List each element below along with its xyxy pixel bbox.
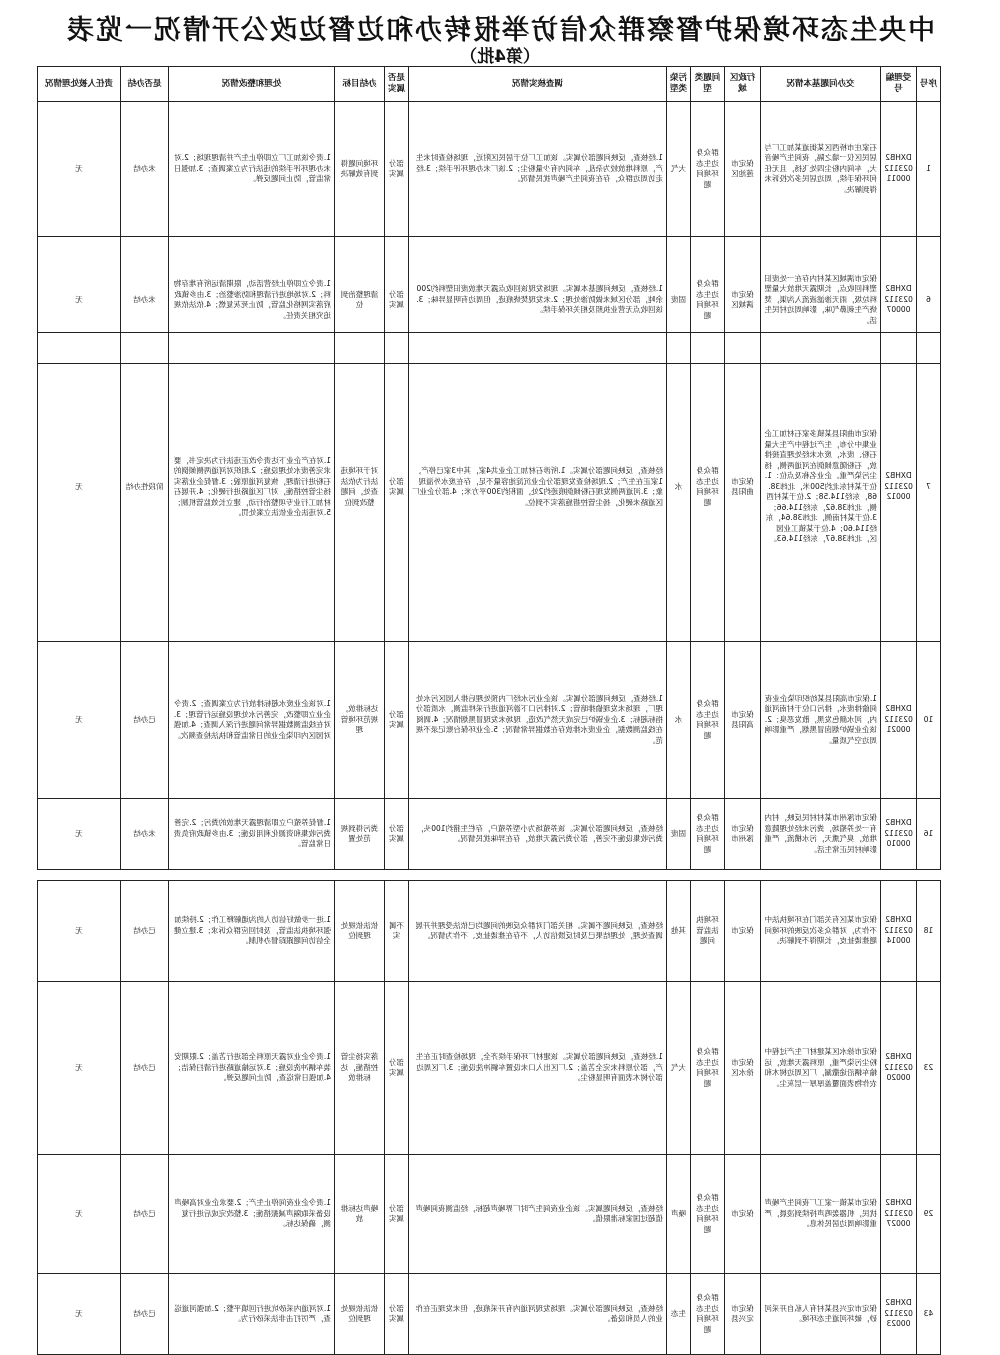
cell-accountability: 无 [38, 982, 121, 1155]
cell-pollution: 水 [667, 642, 691, 799]
cell-done: 已办结 [121, 1274, 169, 1355]
cell-handling: 1.责令企业对露天原料全部进行苫盖；2.限期安装车辆冲洗设施；3.对运输道路进行清扫保洁；4.加强日常巡查，防止问题反弹。 [169, 982, 335, 1155]
cell-code: DXHB202311200012 [881, 333, 917, 642]
column-header: 交办问题基本情况 [761, 67, 881, 102]
cell-verified: 部分属实 [385, 333, 409, 642]
cell-investigation: 经核查，反映问题不属实。相关部门对群众反映的问题均已依法受理并开展调查处理，处理结果已及时反馈信访人，不存在推诿扯皮、不作为情况。 [409, 881, 667, 982]
cell-investigation: 1.经核查，反映问题部分属实。该建材厂环保手续齐全，现场检查时正在生产，部分原料未完全苫盖；2.厂区出入口未设置车辆冲洗设施；3.厂区周边部分树木表面有明显粉尘。 [409, 982, 667, 1155]
cell-pollution: 水 [667, 333, 691, 642]
cell-ptype: 群众身边生态环境问题 [691, 1155, 725, 1274]
cell-handling: 1.进一步做好信访人的沟通解释工作；2.持续加强环境执法监管，及时回应群众诉求；3.建立健全信访问题跟踪督办机制。 [169, 881, 335, 982]
column-header: 受理编号 [881, 67, 917, 102]
cell-seq: 23 [917, 982, 941, 1155]
table-row [38, 642, 941, 799]
column-header: 责任人被处理情况 [38, 67, 121, 102]
cell-accountability: 无 [38, 102, 121, 237]
table-row [38, 982, 941, 1155]
document-subtitle: （第4批） [460, 47, 540, 67]
cell-code: DXHB202311200023 [881, 1274, 917, 1355]
cell-done: 未办结 [121, 237, 169, 364]
cell-handling: 1.督促养殖户立即清理露天堆放的粪污；2.完善粪污收集和资源化利用设施；3.由乡镇政府负责日常监管。 [169, 799, 335, 870]
cell-done: 阶段性办结 [121, 333, 169, 642]
cell-seq: 43 [917, 1274, 941, 1355]
cell-code: DXHB202311200011 [881, 102, 917, 237]
column-header: 办结目标 [335, 67, 385, 102]
cell-done: 已办结 [121, 1155, 169, 1274]
cell-ptype: 群众身边生态环境问题 [691, 642, 725, 799]
cell-target: 粪污得到规范处置 [335, 799, 385, 870]
cell-done: 未办结 [121, 799, 169, 870]
cell-handling: 1.对在产企业下达责令改正违法行为决定书，要求完善废水处理设施；2.组织对河道两侧倾倒的石粉进行清理，恢复河道原貌；3.督促企业落实扬尘管控措施，对厂区道路进行硬化；4.开展石材加工行业专项整治行动，建立长效监管机制；5.对违法企业依法立案处罚。 [169, 333, 335, 642]
cell-seq: 7 [917, 333, 941, 642]
cell-region: 保定市徐水区 [725, 982, 761, 1155]
cell-verified: 不属实 [385, 881, 409, 982]
cell-target: 依法依规处理到位 [335, 881, 385, 982]
cell-ptype: 群众身边生态环境问题 [691, 799, 725, 870]
column-header: 行政区域 [725, 67, 761, 102]
cell-ptype: 群众身边生态环境问题 [691, 982, 725, 1155]
cell-handling: 1.对该企业废水超标排放行为立案调查；2.责令企业立即整改，完善污水处理设施运行管理；3.对在线监测数据异常问题进行深入调查；4.加强对园区内印染企业的日常监管和执法检查频次。 [169, 642, 335, 799]
cell-seq: 29 [917, 1155, 941, 1274]
cell-accountability: 无 [38, 881, 121, 982]
cell-ptype: 环境执法监管问题 [691, 881, 725, 982]
cell-verified: 部分属实 [385, 102, 409, 237]
cell-code: DXHB202311200020 [881, 982, 917, 1155]
cell-code: DXHB202311200010 [881, 799, 917, 870]
cell-region: 保定市高阳县 [725, 642, 761, 799]
column-header: 调查核实情况 [409, 67, 667, 102]
cell-region: 保定市涿州市 [725, 799, 761, 870]
cell-handling: 1.责令立即停止经营活动，限期清运所有堆存物料；2.对场地进行清理和防渗整治；3.由乡镇政府落实网格化监管，防止死灰复燃；4.依法依规追究相关责任。 [169, 237, 335, 364]
cell-pollution: 大气 [667, 102, 691, 237]
table-row [38, 333, 941, 642]
table-section-2 [37, 332, 941, 870]
cell-verified: 部分属实 [385, 1274, 409, 1355]
cell-done: 未办结 [121, 102, 169, 237]
column-header: 处理和整改情况 [169, 67, 335, 102]
cell-pollution: 固废 [667, 799, 691, 870]
cell-target: 环境问题得到有效解决 [335, 102, 385, 237]
cell-accountability: 无 [38, 237, 121, 364]
cell-problem: 保定市定兴县某村有人私自开采河砂，破坏河道生态环境。 [761, 1274, 881, 1355]
cell-problem: 保定市曲阳县某镇多家石材加工企业集中分布，生产过程中产生大量石粉、废水，废水未经处理直接排放，石粉随意倾倒在河道两侧，扬尘污染严重。企业名称及点位：1.位于某村东北约500米，北纬38.68，东经114.58；2.位于某村西侧，北纬38.62，东经114.66；3.位于某村南侧，北纬38.64，东经114.60；4.位于某镇工业园区，北纬38.67，东经114.63。 [761, 333, 881, 642]
cell-ptype: 群众身边生态环境问题 [691, 102, 725, 237]
cell-verified: 部分属实 [385, 799, 409, 870]
cell-problem: 保定市某镇一家工厂夜间生产噪声扰民，机器轰鸣声持续到凌晨，严重影响周边居民休息。 [761, 1155, 881, 1274]
cell-region: 保定市曲阳县 [725, 333, 761, 642]
cell-problem: 1.保定市高阳县某纺织印染企业夜间偷排废水，排污口位于村南河道内，河水颜色发黑，散发恶臭；2.该企业锅炉烟囱冒黑烟，严重影响周边空气质量。 [761, 642, 881, 799]
cell-region: 保定市 [725, 1155, 761, 1274]
cell-region: 保定市定兴县 [725, 1274, 761, 1355]
cell-verified: 部分属实 [385, 237, 409, 364]
cell-problem: 保定市满城区某村内存在一处废旧塑料回收点，长期露天堆放大量塑料垃圾，雨天渗滤液流入沟渠，焚烧产生刺鼻气味，影响周边村民生活。 [761, 237, 881, 364]
cell-problem: 保定市徐水区某建材厂生产过程中粉尘污染严重，原料露天堆放，运输车辆沿途撒漏，厂区周边树木和农作物表面覆盖厚厚一层灰尘。 [761, 982, 881, 1155]
cell-region: 保定市满城区 [725, 237, 761, 364]
cell-pollution: 其他 [667, 881, 691, 982]
cell-accountability: 无 [38, 333, 121, 642]
cell-code: DXHB202311200014 [881, 881, 917, 982]
cell-seq: 10 [917, 642, 941, 799]
cell-problem: 保定市涿州市某村村民反映，村内有一处养殖场，粪污未经处理随意堆放，臭气熏天，污水横流，严重影响村民正常生活。 [761, 799, 881, 870]
cell-investigation: 经核查，反映问题部分属实。该养殖场为小型养殖户，存栏生猪约100头，粪污收集设施不完善，部分粪污露天堆放，存在异味扰民情况。 [409, 799, 667, 870]
cell-accountability: 无 [38, 642, 121, 799]
cell-done: 已办结 [121, 642, 169, 799]
cell-pollution: 噪声 [667, 1155, 691, 1274]
cell-investigation: 1.经核查，反映问题部分属实。该加工厂位于居民区附近，现场检查时未生产，原料堆放较为杂乱，车间内有少量粉尘；2.该厂未办理环评手续；3.经走访周边群众，存在夜间生产噪声扰民情况。 [409, 102, 667, 237]
cell-code: DXHB202311200007 [881, 237, 917, 364]
cell-verified: 部分属实 [385, 642, 409, 799]
cell-pollution: 生态 [667, 1274, 691, 1355]
cell-problem: 保定市某区有关部门在环境执法中不作为，对群众多次反映的环境问题推诿扯皮，长期得不到解决。 [761, 881, 881, 982]
cell-handling: 1.责令企业夜间停止生产；2.要求企业对高噪声设备采取隔声减振措施；3.整改完成后进行复测，确保达标。 [169, 1155, 335, 1274]
column-header: 污染类型 [667, 67, 691, 102]
cell-target: 达标排放，规范环境管理 [335, 642, 385, 799]
cell-verified: 部分属实 [385, 982, 409, 1155]
cell-region: 保定市 [725, 881, 761, 982]
table-header-row [38, 67, 941, 102]
cell-target: 落实扬尘管控措施，达标排放 [335, 982, 385, 1155]
cell-seq: 16 [917, 799, 941, 870]
table-section-1 [37, 66, 941, 364]
cell-investigation: 经核查，反映问题部分属实。现场发现河道内有开采痕迹，但未发现正在作业的人员和设备。 [409, 1274, 667, 1355]
table-row [38, 799, 941, 870]
table-section-3 [37, 880, 941, 1355]
table-row [38, 1155, 941, 1274]
cell-pollution: 固废 [667, 237, 691, 364]
cell-handling: 1.责令该加工厂立即停止生产并清理现场；2.对未办理环评手续的违法行为立案调查；3.加强日常监管，防止问题反弹。 [169, 102, 335, 237]
cell-seq: 1 [917, 102, 941, 237]
cell-target: 对于环境违法行为依法查处，问题整改到位 [335, 333, 385, 642]
cell-target: 清理整治到位 [335, 237, 385, 364]
table-row [38, 102, 941, 237]
column-header: 序号 [917, 67, 941, 102]
cell-accountability: 无 [38, 799, 121, 870]
cell-seq: 18 [917, 881, 941, 982]
cell-ptype: 群众身边生态环境问题 [691, 333, 725, 642]
column-header: 问题类型 [691, 67, 725, 102]
cell-done: 已办结 [121, 881, 169, 982]
cell-code: DXHB202311200027 [881, 1155, 917, 1274]
cell-target: 依法依规处理到位 [335, 1274, 385, 1355]
cell-seq: 6 [917, 237, 941, 364]
cell-pollution: 大气 [667, 982, 691, 1155]
cell-done: 已办结 [121, 982, 169, 1155]
cell-problem: 石家庄市桥西区某街道某加工厂与居民区仅一墙之隔，夜间生产噪音大，车间内粉尘四处飞扬，且无任何环保手续，周边居民多次投诉未得到解决。 [761, 102, 881, 237]
cell-verified: 部分属实 [385, 1155, 409, 1274]
cell-investigation: 经核查，反映问题部分属实。1.所涉石材加工企业共4家，其中3家已停产，1家正在生产；2.现场检查发现部分企业沉淀池容量不足，存在废水外溢现象；3.河道两侧发现石粉倾倒痕迹约2处，面积约300平方米；4.部分企业厂区道路未硬化，扬尘管控措施落实不到位。 [409, 333, 667, 642]
column-header: 是否属实 [385, 67, 409, 102]
cell-accountability: 无 [38, 1155, 121, 1274]
column-header: 是否办结 [121, 67, 169, 102]
cell-target: 噪声达标排放 [335, 1155, 385, 1274]
cell-accountability: 无 [38, 1274, 121, 1355]
document-title: 中央生态环境保护督察群众信访举报转办和边督边改公开情况一览表 [65, 15, 935, 46]
cell-code: DXHB202311200021 [881, 642, 917, 799]
cell-ptype: 群众身边生态环境问题 [691, 237, 725, 364]
cell-region: 保定市莲池区 [725, 102, 761, 237]
cell-ptype: 群众身边生态环境问题 [691, 1274, 725, 1355]
cell-handling: 1.对河道内采砂坑进行回填平整；2.加强河道巡查，严厉打击非法采砂行为。 [169, 1274, 335, 1355]
cell-investigation: 经核查，反映问题属实。该企业夜间生产时厂界噪声超标，经监测夜间噪声值超过国家标准限值。 [409, 1155, 667, 1274]
table-row [38, 881, 941, 982]
cell-investigation: 1.经核查，反映问题基本属实。现场发现该回收点露天堆放废旧塑料约200余吨，部分区域未做防渗处理；2.未发现焚烧痕迹，但周边有明显异味；3.该回收点无营业执照及相关环保手续。 [409, 237, 667, 364]
cell-investigation: 1.经核查，反映问题部分属实。该企业污水经厂内预处理后排入园区污水处理厂，现场未发现偷排暗管；2.对排污口下游河道进行采样监测，水质部分指标超标；3.企业锅炉已完成天然气改造，现场未发现冒黑烟情况；4.调阅在线监测数据，企业废水排放存在数据异常情况；5.企业环保台账记录不规范。 [409, 642, 667, 799]
table-row [38, 1274, 941, 1355]
